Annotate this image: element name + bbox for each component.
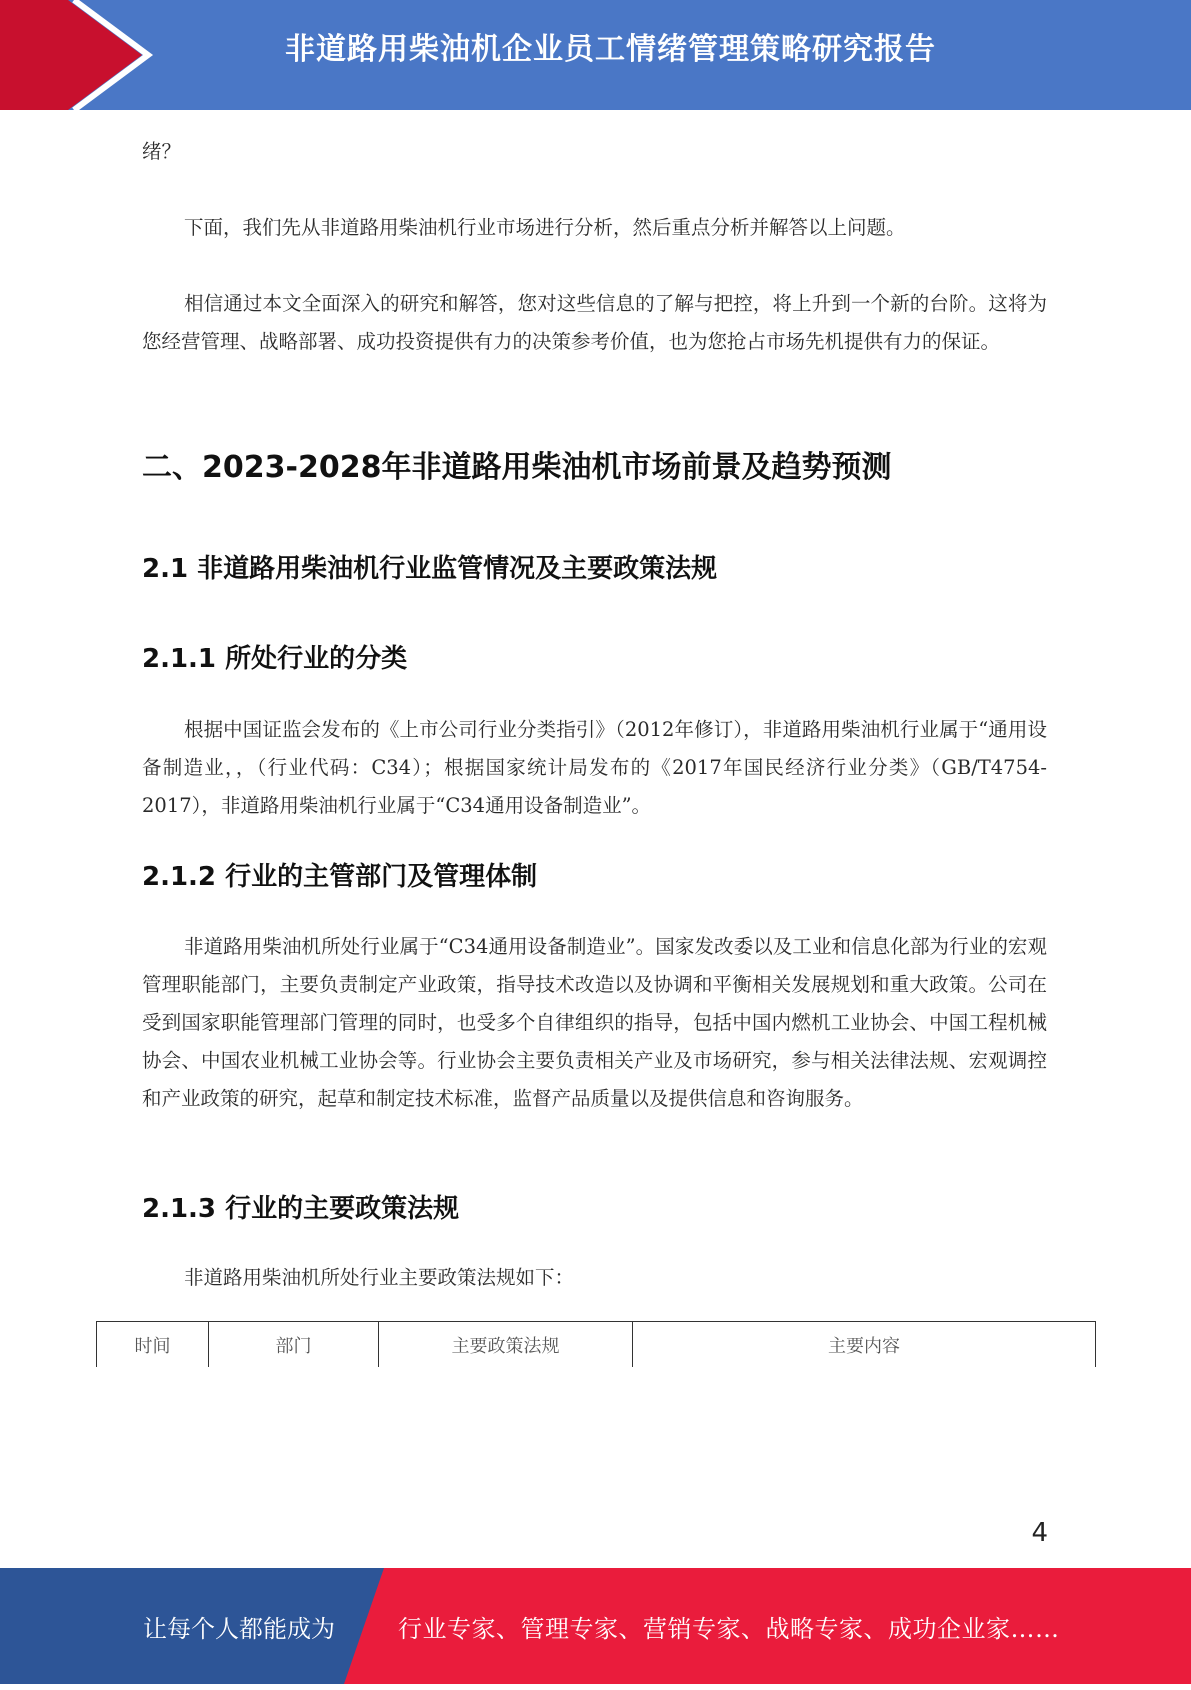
- table-header-department: 部门: [209, 1322, 379, 1368]
- footer-slogan-right: 行业专家、管理专家、营销专家、战略专家、成功企业家……: [398, 1615, 1060, 1643]
- section-heading-2: 二、2023-2028年非道路用柴油机市场前景及趋势预测: [142, 450, 892, 485]
- paragraph-continued: 绪？: [142, 140, 182, 163]
- paragraph-value: 相信通过本文全面深入的研究和解答，您对这些信息的了解与把控，将上升到一个新的台阶。这将为您经营管理、战略部署、成功投资提供有力的决策参考价值，也为您抢占市场先机提供有力的保证。: [142, 292, 1047, 353]
- table-header-policy: 主要政策法规: [379, 1322, 633, 1368]
- table-header-row: [97, 1322, 1096, 1368]
- policy-table: [96, 1321, 1096, 1367]
- table-header-time: 时间: [97, 1322, 209, 1368]
- table-header-content: 主要内容: [633, 1322, 1096, 1368]
- section-heading-2-1-1: 2.1.1 所处行业的分类: [142, 644, 408, 674]
- page-header: [0, 0, 1191, 110]
- section-heading-2-1-3: 2.1.3 行业的主要政策法规: [142, 1194, 460, 1224]
- paragraph-regulatory-authority: 非道路用柴油机所处行业属于“C34通用设备制造业”。国家发改委以及工业和信息化部为行业的宏观管理职能部门，主要负责制定产业政策，指导技术改造以及协调和平衡相关发展规划和重大政策。公司在受到国家职能管理部门管理的同时，也受多个自律组织的指导，包括中国内燃机工业协会、中国工程机械协会、中国农业机械工业协会等。行业协会主要负责相关产业及市场研究，参与相关法律法规、宏观调控和产业政策的研究，起草和制定技术标准，监督产品质量以及提供信息和咨询服务。: [142, 935, 1047, 1110]
- section-heading-2-1-2: 2.1.2 行业的主管部门及管理体制: [142, 862, 538, 892]
- paragraph-policy-intro: 非道路用柴油机所处行业主要政策法规如下：: [184, 1266, 575, 1289]
- paragraph-intro: 下面，我们先从非道路用柴油机行业市场进行分析，然后重点分析并解答以上问题。: [184, 216, 906, 239]
- paragraph-industry-classification: 根据中国证监会发布的《上市公司行业分类指引》（2012年修订），非道路用柴油机行业属于“通用设备制造业，，（行业代码：C34）；根据国家统计局发布的《2017年国民经济行业分类》（GB/T4754-2017），非道路用柴油机行业属于“C34通用设备制造业”。: [142, 718, 1047, 817]
- page-number: 4: [1031, 1518, 1048, 1548]
- page-footer: [0, 1568, 1191, 1684]
- section-heading-2-1: 2.1 非道路用柴油机行业监管情况及主要政策法规: [142, 554, 718, 584]
- footer-slogan-left: 让每个人都能成为: [143, 1615, 335, 1643]
- report-title: 非道路用柴油机企业员工情绪管理策略研究报告: [285, 32, 936, 67]
